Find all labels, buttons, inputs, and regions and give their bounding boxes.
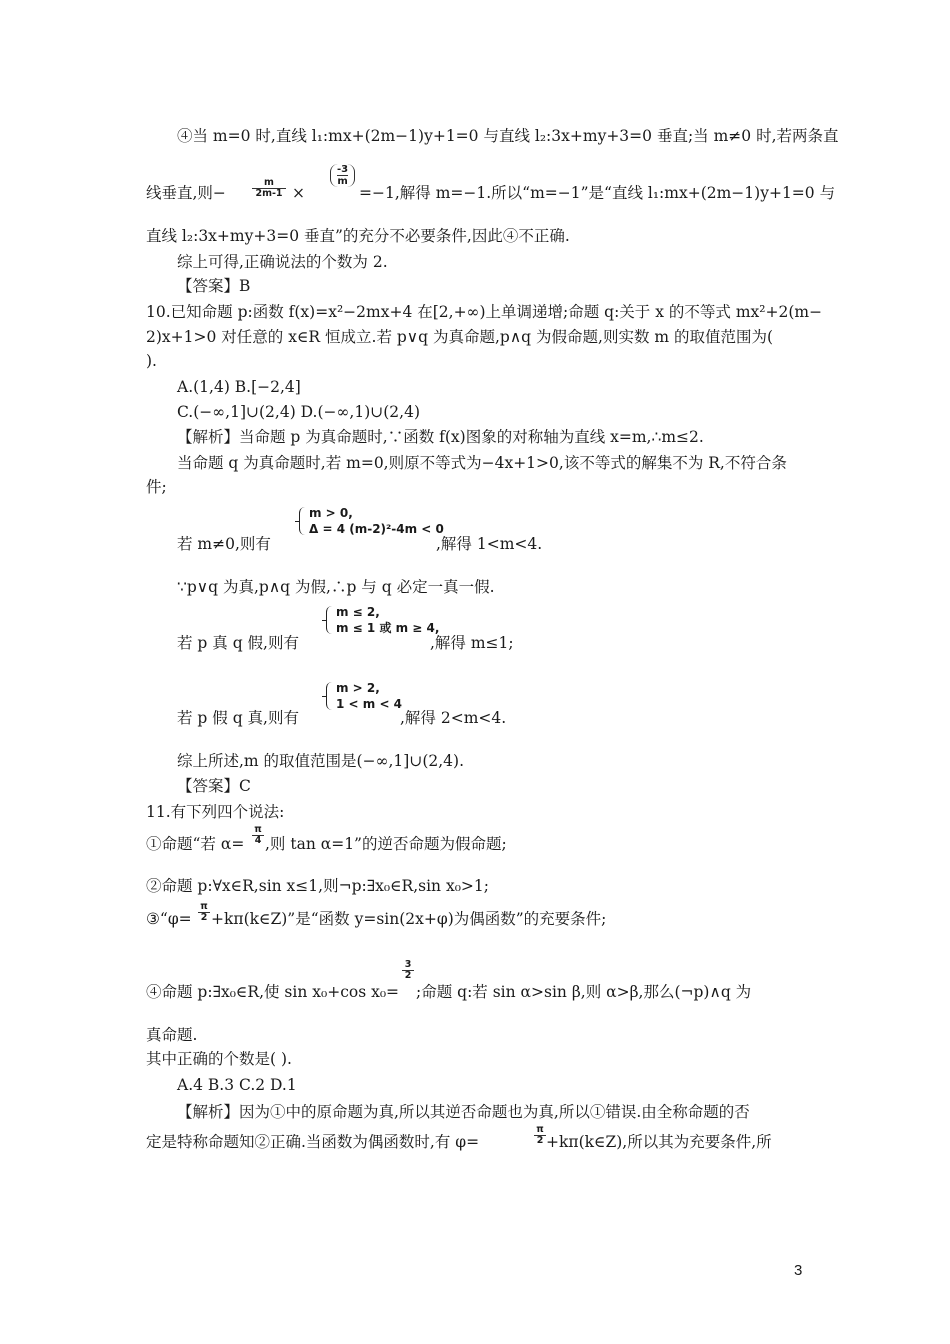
text-line: 综上所述,m 的取值范围是(−∞,1]∪(2,4). (177, 752, 464, 770)
inequality-system: m > 2, 1 < m < 4 (326, 680, 402, 712)
text-line: 当命题 q 为真命题时,若 m=0,则原不等式为−4x+1>0,该不等式的解集不为 R,不符合条 (177, 454, 787, 472)
inequality-system: m ≤ 2, m ≤ 1 或 m ≥ 4, (326, 604, 439, 636)
options-11: A.4 B.3 C.2 D.1 (177, 1076, 297, 1094)
text-line: ∵p∨q 为真,p∧q 为假,∴p 与 q 必定一真一假. (177, 578, 495, 596)
options-cd: C.(−∞,1]∪(2,4) D.(−∞,1)∪(2,4) (177, 403, 420, 421)
answer-label: 【答案】B (177, 277, 251, 295)
text-line: 若 p 真 q 假,则有 (177, 634, 299, 652)
text-line: 若 p 假 q 真,则有 (177, 709, 299, 727)
text-line: 2)x+1>0 对任意的 x∈R 恒成立.若 p∨q 为真命题,p∧q 为假命题,则实数 m 的取值范围为( (146, 328, 774, 346)
page-number: 3 (794, 1262, 803, 1279)
text-line: ). (146, 352, 157, 370)
solution-line: 【解析】当命题 p 为真命题时,∵函数 f(x)图象的对称轴为直线 x=m,∴m≤2. (177, 428, 704, 446)
text-line: 综上可得,正确说法的个数为 2. (177, 253, 388, 271)
text-line: ④当 m=0 时,直线 l₁:mx+(2m−1)y+1=0 与直线 l₂:3x+my+3=0 垂直;当 m≠0 时,若两条直 (177, 127, 839, 145)
question-11: 11.有下列四个说法: (146, 803, 285, 821)
fraction: $\frac{\pi}{2}$ (534, 1125, 546, 1146)
text-line: 真命题. (146, 1026, 198, 1044)
text-line: ,解得 2<m<4. (400, 709, 507, 727)
solution-line: 【解析】因为①中的原命题为真,所以其逆否命题也为真,所以①错误.由全称命题的否 (177, 1103, 750, 1121)
text-line: 若 m≠0,则有 (177, 535, 271, 553)
text-line: =−1,解得 m=−1.所以“m=−1”是“直线 l₁:mx+(2m−1)y+1=0 与 (359, 184, 836, 202)
options-ab: A.(1,4) B.[−2,4] (177, 378, 301, 396)
statement-2: ②命题 p:∀x∈R,sin x≤1,则¬p:∃x₀∈R,sin x₀>1; (146, 877, 489, 895)
statement-1: ①命题“若 α= (146, 835, 245, 853)
text-line: ,解得 m≤1; (430, 634, 514, 652)
text-line: 定是特称命题知②正确.当函数为偶函数时,有 φ= (146, 1133, 480, 1151)
text-line: ;命题 q:若 sin α>sin β,则 α>β,那么(¬p)∧q 为 (416, 983, 752, 1001)
inequality-system: m > 0, Δ = 4 (m-2)²-4m < 0 (299, 505, 444, 537)
text-line: 直线 l₂:3x+my+3=0 垂直”的充分不必要条件,因此④不正确. (146, 227, 570, 245)
text-line: +kπ(k∈Z),所以其为充要条件,所 (546, 1133, 772, 1151)
fraction: $\frac{\pi}{4}$ (252, 825, 264, 846)
text-line: +kπ(k∈Z)”是“函数 y=sin(2x+φ)为偶函数”的充要条件; (211, 910, 607, 928)
text-line: 其中正确的个数是( ). (146, 1050, 292, 1068)
text-line: 线垂直,则− (146, 184, 226, 202)
statement-3: ③“φ= (146, 910, 192, 928)
fraction: $\frac{m}{2m-1}$ (252, 178, 286, 199)
fraction: $\frac{\pi}{2}$ (198, 902, 210, 923)
question-10: 10.已知命题 p:函数 f(x)=x²−2mx+4 在[2,+∞)上单调递增;命题 q:关于 x 的不等式 mx²+2(m− (146, 303, 823, 321)
fraction: $\frac{3}{2}$ (402, 960, 414, 981)
text-line: ,则 tan α=1”的逆否命题为假命题; (265, 835, 507, 853)
statement-4: ④命题 p:∃x₀∈R,使 sin x₀+cos x₀= (146, 983, 400, 1001)
text-line: × (292, 184, 305, 202)
parenthesized-fraction: -3 m (330, 164, 355, 187)
text-line: ,解得 1<m<4. (436, 535, 543, 553)
answer-label: 【答案】C (177, 777, 251, 795)
text-line: 件; (146, 478, 167, 496)
